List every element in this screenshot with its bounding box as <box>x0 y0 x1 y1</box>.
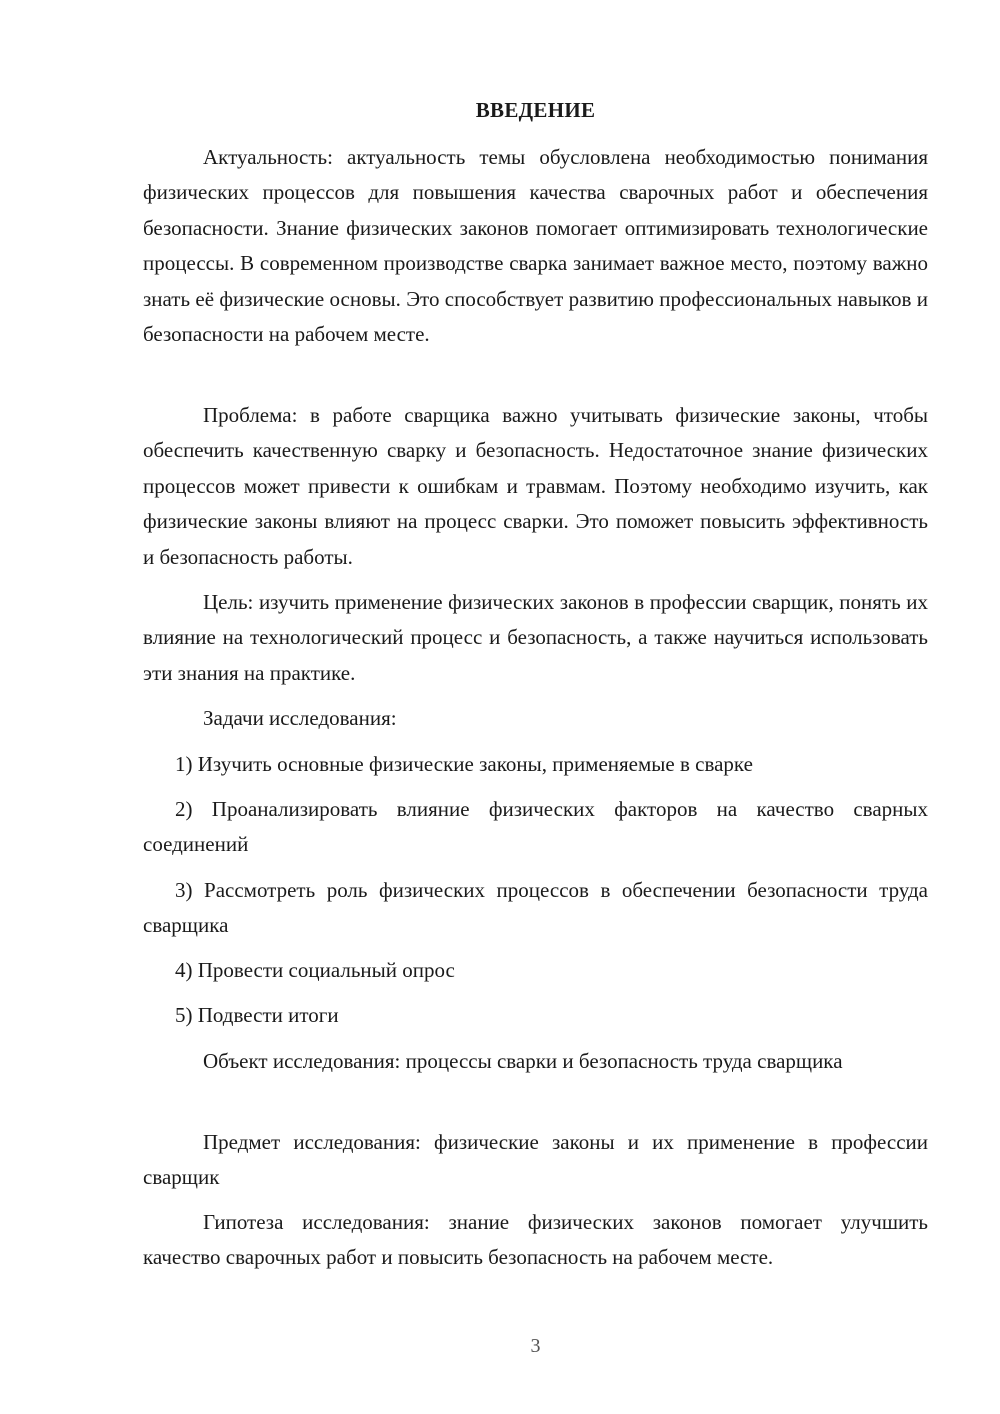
page-number: 3 <box>530 1335 541 1357</box>
problem-paragraph: Проблема: в работе сварщика важно учитывать физические законы, чтобы обеспечить качественную сварку и безопасность. Недостаточное знание физических процессов может привести к ошибкам и травмам. Поэтому необходимо изучить, как физические законы влияют на процесс сварки. Это поможет повысить эффективность и безопасность работы. <box>143 403 928 569</box>
object-paragraph: Объект исследования: процессы сварки и безопасность труда сварщика <box>203 1049 843 1073</box>
tasks-title: Задачи исследования: <box>203 706 397 730</box>
goal-paragraph: Цель: изучить применение физических законов в профессии сварщик, понять их влияние на технологический процесс и безопасность, а также научиться использовать эти знания на практике. <box>143 590 928 685</box>
task-item-5: 5) Подвести итоги <box>175 1003 339 1027</box>
page-title: ВВЕДЕНИЕ <box>475 98 596 122</box>
hypothesis-paragraph: Гипотеза исследования: знание физических законов помогает улучшить качество сварочных работ и повысить безопасность на рабочем месте. <box>143 1210 928 1270</box>
task-item-2: 2) Проанализировать влияние физических факторов на качество сварных соединений <box>143 797 928 857</box>
document-page <box>143 0 928 1414</box>
task-item-3: 3) Рассмотреть роль физических процессов в обеспечении безопасности труда сварщика <box>143 878 928 938</box>
relevance-paragraph: Актуальность: актуальность темы обусловлена необходимостью понимания физических процессов для повышения качества сварочных работ и обеспечения безопасности. Знание физических законов помогает оптимизировать технологические процессы. В современном производстве сварка занимает важное место, поэтому важно знать её физические основы. Это способствует развитию профессиональных навыков и безопасности на рабочем месте. <box>143 145 928 347</box>
subject-paragraph: Предмет исследования: физические законы и их применение в профессии сварщик <box>143 1130 928 1190</box>
task-item-4: 4) Провести социальный опрос <box>175 958 455 982</box>
task-item-1: 1) Изучить основные физические законы, применяемые в сварке <box>175 752 753 776</box>
